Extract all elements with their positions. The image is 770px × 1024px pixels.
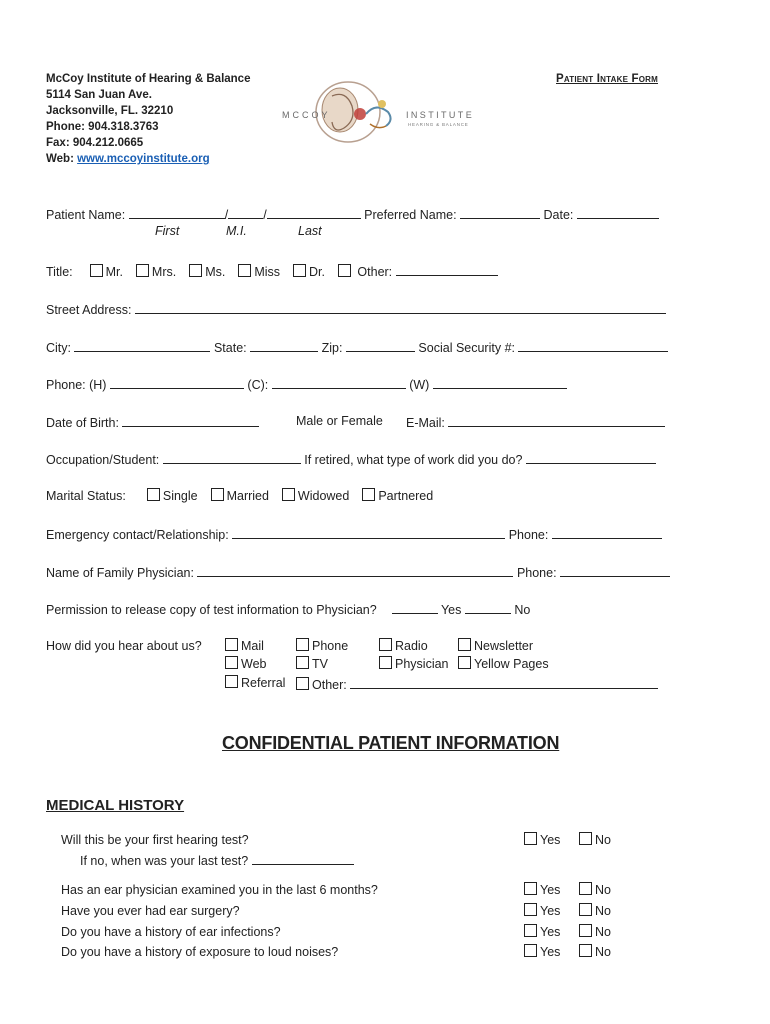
website-link[interactable]: www.mccoyinstitute.org xyxy=(77,153,210,165)
checkbox[interactable] xyxy=(362,488,375,501)
title-other-option[interactable] xyxy=(338,264,392,280)
option-label: Ms. xyxy=(205,265,226,279)
option-label: Dr. xyxy=(308,265,325,279)
confidential-title: CONFIDENTIAL PATIENT INFORMATION xyxy=(222,733,560,753)
work-phone-field[interactable] xyxy=(433,375,567,389)
family-physician-row xyxy=(46,563,670,581)
hear-other-field[interactable] xyxy=(350,675,658,689)
q4-no-option[interactable] xyxy=(579,924,611,940)
checkbox[interactable] xyxy=(579,882,592,895)
q3-no-option[interactable] xyxy=(579,903,611,919)
emergency-phone-field[interactable] xyxy=(552,525,662,539)
hear-phone-option[interactable] xyxy=(296,638,348,654)
ear-physician-question: Has an ear physician examined you in the last 6 months? xyxy=(61,883,378,897)
first-name-field[interactable] xyxy=(129,205,225,219)
option-label: Yes xyxy=(540,925,561,939)
q2-yes-option[interactable] xyxy=(524,882,560,898)
loud-noises-question: Do you have a history of exposure to loud noises? xyxy=(61,945,339,959)
medical-history-title: MEDICAL HISTORY xyxy=(46,797,185,814)
logo-mccoy-text: MCCOY xyxy=(282,110,331,120)
option-label: Radio xyxy=(395,639,428,653)
q1-yes-option[interactable] xyxy=(524,832,560,848)
last-test-label: If no, when was your last test? xyxy=(80,854,249,868)
checkbox[interactable] xyxy=(524,924,537,937)
option-label: Widowed xyxy=(297,489,350,503)
city-field[interactable] xyxy=(74,338,210,352)
title-mr-option[interactable] xyxy=(90,264,123,280)
physician-phone-label: Phone: xyxy=(516,566,557,580)
org-phone: Phone: 904.318.3763 xyxy=(46,121,159,133)
option-label: Other: xyxy=(312,678,347,692)
title-dr-option[interactable] xyxy=(293,264,325,280)
q5-yes-option[interactable] xyxy=(524,944,560,960)
option-label: Yes xyxy=(540,833,561,847)
phone-row xyxy=(46,375,567,393)
permission-yes-field[interactable] xyxy=(392,600,438,614)
org-fax: Fax: 904.212.0665 xyxy=(46,137,144,149)
checkbox[interactable] xyxy=(524,882,537,895)
occupation-field[interactable] xyxy=(163,450,301,464)
checkbox[interactable] xyxy=(282,488,295,501)
q1-no-option[interactable] xyxy=(579,832,611,848)
checkbox[interactable] xyxy=(293,264,306,277)
zip-label: Zip: xyxy=(321,341,343,355)
marital-partnered-option[interactable] xyxy=(362,488,433,504)
checkbox[interactable] xyxy=(211,488,224,501)
email-label: E-Mail: xyxy=(406,416,445,430)
middle-initial-field[interactable] xyxy=(228,205,263,219)
hear-other-option[interactable] xyxy=(296,675,658,693)
dob-row xyxy=(46,413,259,431)
q5-no-option[interactable] xyxy=(579,944,611,960)
option-label: No xyxy=(595,904,611,918)
retired-work-field[interactable] xyxy=(526,450,656,464)
email-field[interactable] xyxy=(448,413,665,427)
title-ms-option[interactable] xyxy=(189,264,225,280)
zip-field[interactable] xyxy=(346,338,415,352)
marital-status-label: Marital Status: xyxy=(46,489,126,503)
emergency-phone-label: Phone: xyxy=(508,528,549,542)
web-label: Web: xyxy=(46,153,74,165)
patient-name-row xyxy=(46,205,659,223)
physician-phone-field[interactable] xyxy=(560,563,670,577)
option-label: Mail xyxy=(241,639,264,653)
sex-label: Male or Female xyxy=(296,414,383,428)
dob-label: Date of Birth: xyxy=(46,416,119,430)
option-label: Yes xyxy=(540,945,561,959)
option-label: Referral xyxy=(241,676,286,690)
option-label: No xyxy=(595,925,611,939)
name-separator-2: / xyxy=(263,208,267,222)
option-label: Newsletter xyxy=(474,639,534,653)
last-test-field[interactable] xyxy=(252,851,354,865)
name-separator-1: / xyxy=(224,208,229,222)
city-label: City: xyxy=(46,341,71,355)
org-name: McCoy Institute of Hearing & Balance xyxy=(46,73,251,85)
option-label: Web xyxy=(241,657,267,671)
checkbox[interactable] xyxy=(579,903,592,916)
title-miss-option[interactable] xyxy=(238,264,280,280)
street-address-label: Street Address: xyxy=(46,303,132,317)
logo-institute-text: INSTITUTE xyxy=(406,110,475,120)
marital-married-option[interactable] xyxy=(211,488,269,504)
ear-infections-question: Do you have a history of ear infections? xyxy=(61,925,281,939)
cell-phone-field[interactable] xyxy=(272,375,406,389)
first-hearing-test-question: Will this be your first hearing test? xyxy=(61,833,249,847)
last-test-row xyxy=(80,851,354,869)
org-web xyxy=(46,151,250,167)
checkbox[interactable] xyxy=(296,656,309,669)
checkbox[interactable] xyxy=(189,264,202,277)
emergency-contact-field[interactable] xyxy=(232,525,505,539)
checkbox[interactable] xyxy=(579,924,592,937)
hear-mail-option[interactable] xyxy=(225,638,264,654)
checkbox[interactable] xyxy=(338,264,351,277)
dob-field[interactable] xyxy=(122,413,259,427)
emergency-contact-label: Emergency contact/Relationship: xyxy=(46,528,229,542)
hear-newsletter-option[interactable] xyxy=(458,638,533,654)
hear-web-option[interactable] xyxy=(225,656,266,672)
retired-label: If retired, what type of work did you do? xyxy=(304,453,523,467)
date-label: Date: xyxy=(543,208,574,222)
checkbox[interactable] xyxy=(90,264,103,277)
marital-widowed-option[interactable] xyxy=(282,488,349,504)
family-physician-label: Name of Family Physician: xyxy=(46,566,194,580)
checkbox[interactable] xyxy=(379,656,392,669)
title-row xyxy=(46,262,498,280)
org-address-line1: 5114 San Juan Ave. xyxy=(46,89,152,101)
hear-physician-option[interactable] xyxy=(379,656,449,672)
first-sub-label: First xyxy=(155,224,180,238)
state-label: State: xyxy=(213,341,247,355)
option-label: Partnered xyxy=(378,489,434,503)
checkbox[interactable] xyxy=(136,264,149,277)
occupation-row xyxy=(46,450,656,468)
option-label: No xyxy=(595,945,611,959)
option-label: Married xyxy=(226,489,269,503)
checkbox[interactable] xyxy=(579,832,592,845)
q2-no-option[interactable] xyxy=(579,882,611,898)
mi-sub-label: M.I. xyxy=(226,224,247,238)
option-label: Phone xyxy=(312,639,349,653)
checkbox[interactable] xyxy=(458,638,471,651)
option-label: TV xyxy=(312,657,328,671)
city-row xyxy=(46,338,668,356)
option-label: Mr. xyxy=(105,265,123,279)
home-phone-label: Phone: (H) xyxy=(46,378,107,392)
checkbox[interactable] xyxy=(225,656,238,669)
emergency-contact-row xyxy=(46,525,662,543)
option-label: No xyxy=(595,833,611,847)
permission-row xyxy=(46,600,530,618)
option-label: Physician xyxy=(395,657,449,671)
marital-status-row xyxy=(46,488,433,504)
hear-radio-option[interactable] xyxy=(379,638,428,654)
checkbox[interactable] xyxy=(296,677,309,690)
hear-yellow-pages-option[interactable] xyxy=(458,656,549,672)
option-label: No xyxy=(595,883,611,897)
org-header xyxy=(46,71,250,167)
checkbox[interactable] xyxy=(579,944,592,957)
ear-surgery-question: Have you ever had ear surgery? xyxy=(61,904,240,918)
option-label: Other: xyxy=(357,265,393,279)
date-field[interactable] xyxy=(577,205,659,219)
title-mrs-option[interactable] xyxy=(136,264,176,280)
preferred-name-field[interactable] xyxy=(460,205,540,219)
state-field[interactable] xyxy=(250,338,318,352)
hear-referral-option[interactable] xyxy=(225,675,285,691)
q3-yes-option[interactable] xyxy=(524,903,560,919)
checkbox[interactable] xyxy=(147,488,160,501)
last-name-field[interactable] xyxy=(267,205,361,219)
checkbox[interactable] xyxy=(524,944,537,957)
checkbox[interactable] xyxy=(225,638,238,651)
q4-yes-option[interactable] xyxy=(524,924,560,940)
email-group xyxy=(406,413,665,431)
title-label: Title: xyxy=(46,265,73,279)
last-sub-label: Last xyxy=(298,224,322,238)
checkbox[interactable] xyxy=(225,675,238,688)
checkbox[interactable] xyxy=(379,638,392,651)
permission-no-label: No xyxy=(514,603,531,617)
option-label: Yellow Pages xyxy=(474,657,549,671)
hear-tv-option[interactable] xyxy=(296,656,328,672)
permission-no-field[interactable] xyxy=(465,600,511,614)
ssn-label: Social Security #: xyxy=(418,341,515,355)
family-physician-field[interactable] xyxy=(197,563,513,577)
marital-single-option[interactable] xyxy=(147,488,198,504)
form-title: Patient Intake Form xyxy=(556,73,658,85)
checkbox[interactable] xyxy=(458,656,471,669)
logo-tagline: HEARING & BALANCE xyxy=(408,122,469,127)
mccoy-institute-logo xyxy=(270,74,490,154)
checkbox[interactable] xyxy=(524,832,537,845)
permission-label: Permission to release copy of test information to Physician? xyxy=(46,603,377,617)
cell-phone-label: (C): xyxy=(247,378,269,392)
street-address-field[interactable] xyxy=(135,300,666,314)
option-label: Single xyxy=(162,489,198,503)
ssn-field[interactable] xyxy=(518,338,668,352)
occupation-label: Occupation/Student: xyxy=(46,453,160,467)
street-address-row xyxy=(46,300,666,318)
hear-about-label: How did you hear about us? xyxy=(46,639,202,653)
checkbox[interactable] xyxy=(238,264,251,277)
checkbox[interactable] xyxy=(524,903,537,916)
preferred-name-label: Preferred Name: xyxy=(364,208,457,222)
patient-name-label: Patient Name: xyxy=(46,208,126,222)
title-other-field[interactable] xyxy=(396,262,498,276)
checkbox[interactable] xyxy=(296,638,309,651)
option-label: Miss xyxy=(254,265,281,279)
org-address-line2: Jacksonville, FL. 32210 xyxy=(46,105,174,117)
option-label: Mrs. xyxy=(151,265,177,279)
home-phone-field[interactable] xyxy=(110,375,244,389)
option-label: Yes xyxy=(540,883,561,897)
permission-yes-label: Yes xyxy=(440,603,462,617)
option-label: Yes xyxy=(540,904,561,918)
work-phone-label: (W) xyxy=(409,378,430,392)
